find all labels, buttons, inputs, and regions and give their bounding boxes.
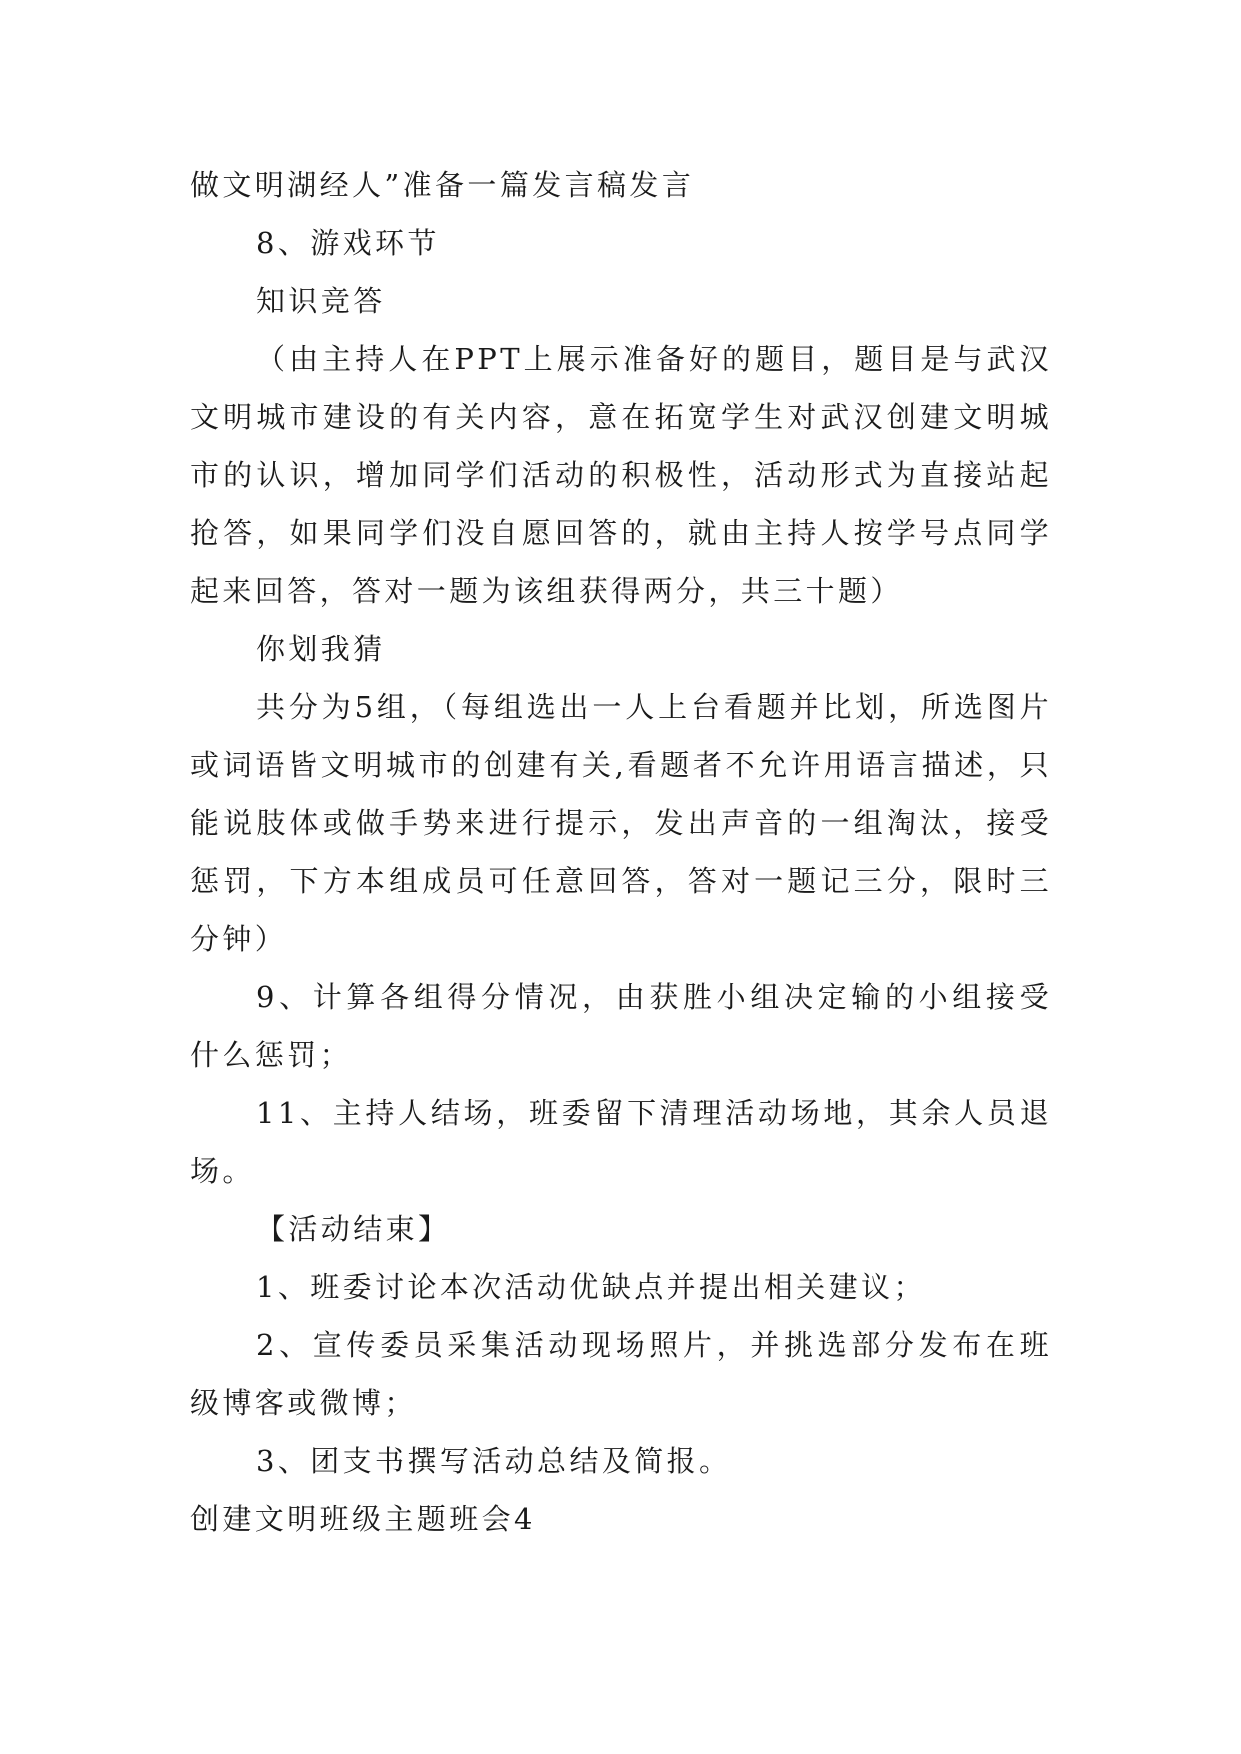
paragraph-followup-3: 3、团支书撰写活动总结及简报。 <box>256 1444 732 1478</box>
document-section-title: 创建文明班级主题班会4 <box>190 1502 536 1536</box>
section-heading-activity-end: 【活动结束】 <box>256 1212 451 1246</box>
paragraph-charades-rules: 共分为5组，（每组选出一人上台看题并比划，所选图片或词语皆文明城市的创建有关,看题者不允许用语言描述，只能说肢体或做手势来进行提示，发出声音的一组淘汰，接受惩罚，下方本组成员可任意回答，答对一题记三分，限时三分钟） <box>190 690 1052 956</box>
paragraph-host-closing: 11、主持人结场，班委留下清理活动场地，其余人员退场。 <box>190 1096 1052 1188</box>
document-page <box>190 156 1052 1548</box>
paragraph-charades-heading: 你划我猜 <box>256 632 386 666</box>
paragraph-speech-prep: 做文明湖经人”准备一篇发言稿发言 <box>190 168 695 202</box>
paragraph-game-section: 8、游戏环节 <box>256 226 440 260</box>
paragraph-followup-2: 2、宣传委员采集活动现场照片，并挑选部分发布在班级博客或微博； <box>190 1328 1052 1420</box>
paragraph-followup-1: 1、班委讨论本次活动优缺点并提出相关建议； <box>256 1270 926 1304</box>
paragraph-quiz-rules: （由主持人在PPT上展示准备好的题目，题目是与武汉文明城市建设的有关内容，意在拓宽学生对武汉创建文明城市的认识，增加同学们活动的积极性，活动形式为直接站起抢答，如果同学们没自愿回答的，就由主持人按学号点同学起来回答，答对一题为该组获得两分，共三十题） <box>190 342 1052 608</box>
paragraph-score-tally: 9、计算各组得分情况，由获胜小组决定输的小组接受什么惩罚； <box>190 980 1052 1072</box>
paragraph-quiz-heading: 知识竞答 <box>256 284 386 318</box>
